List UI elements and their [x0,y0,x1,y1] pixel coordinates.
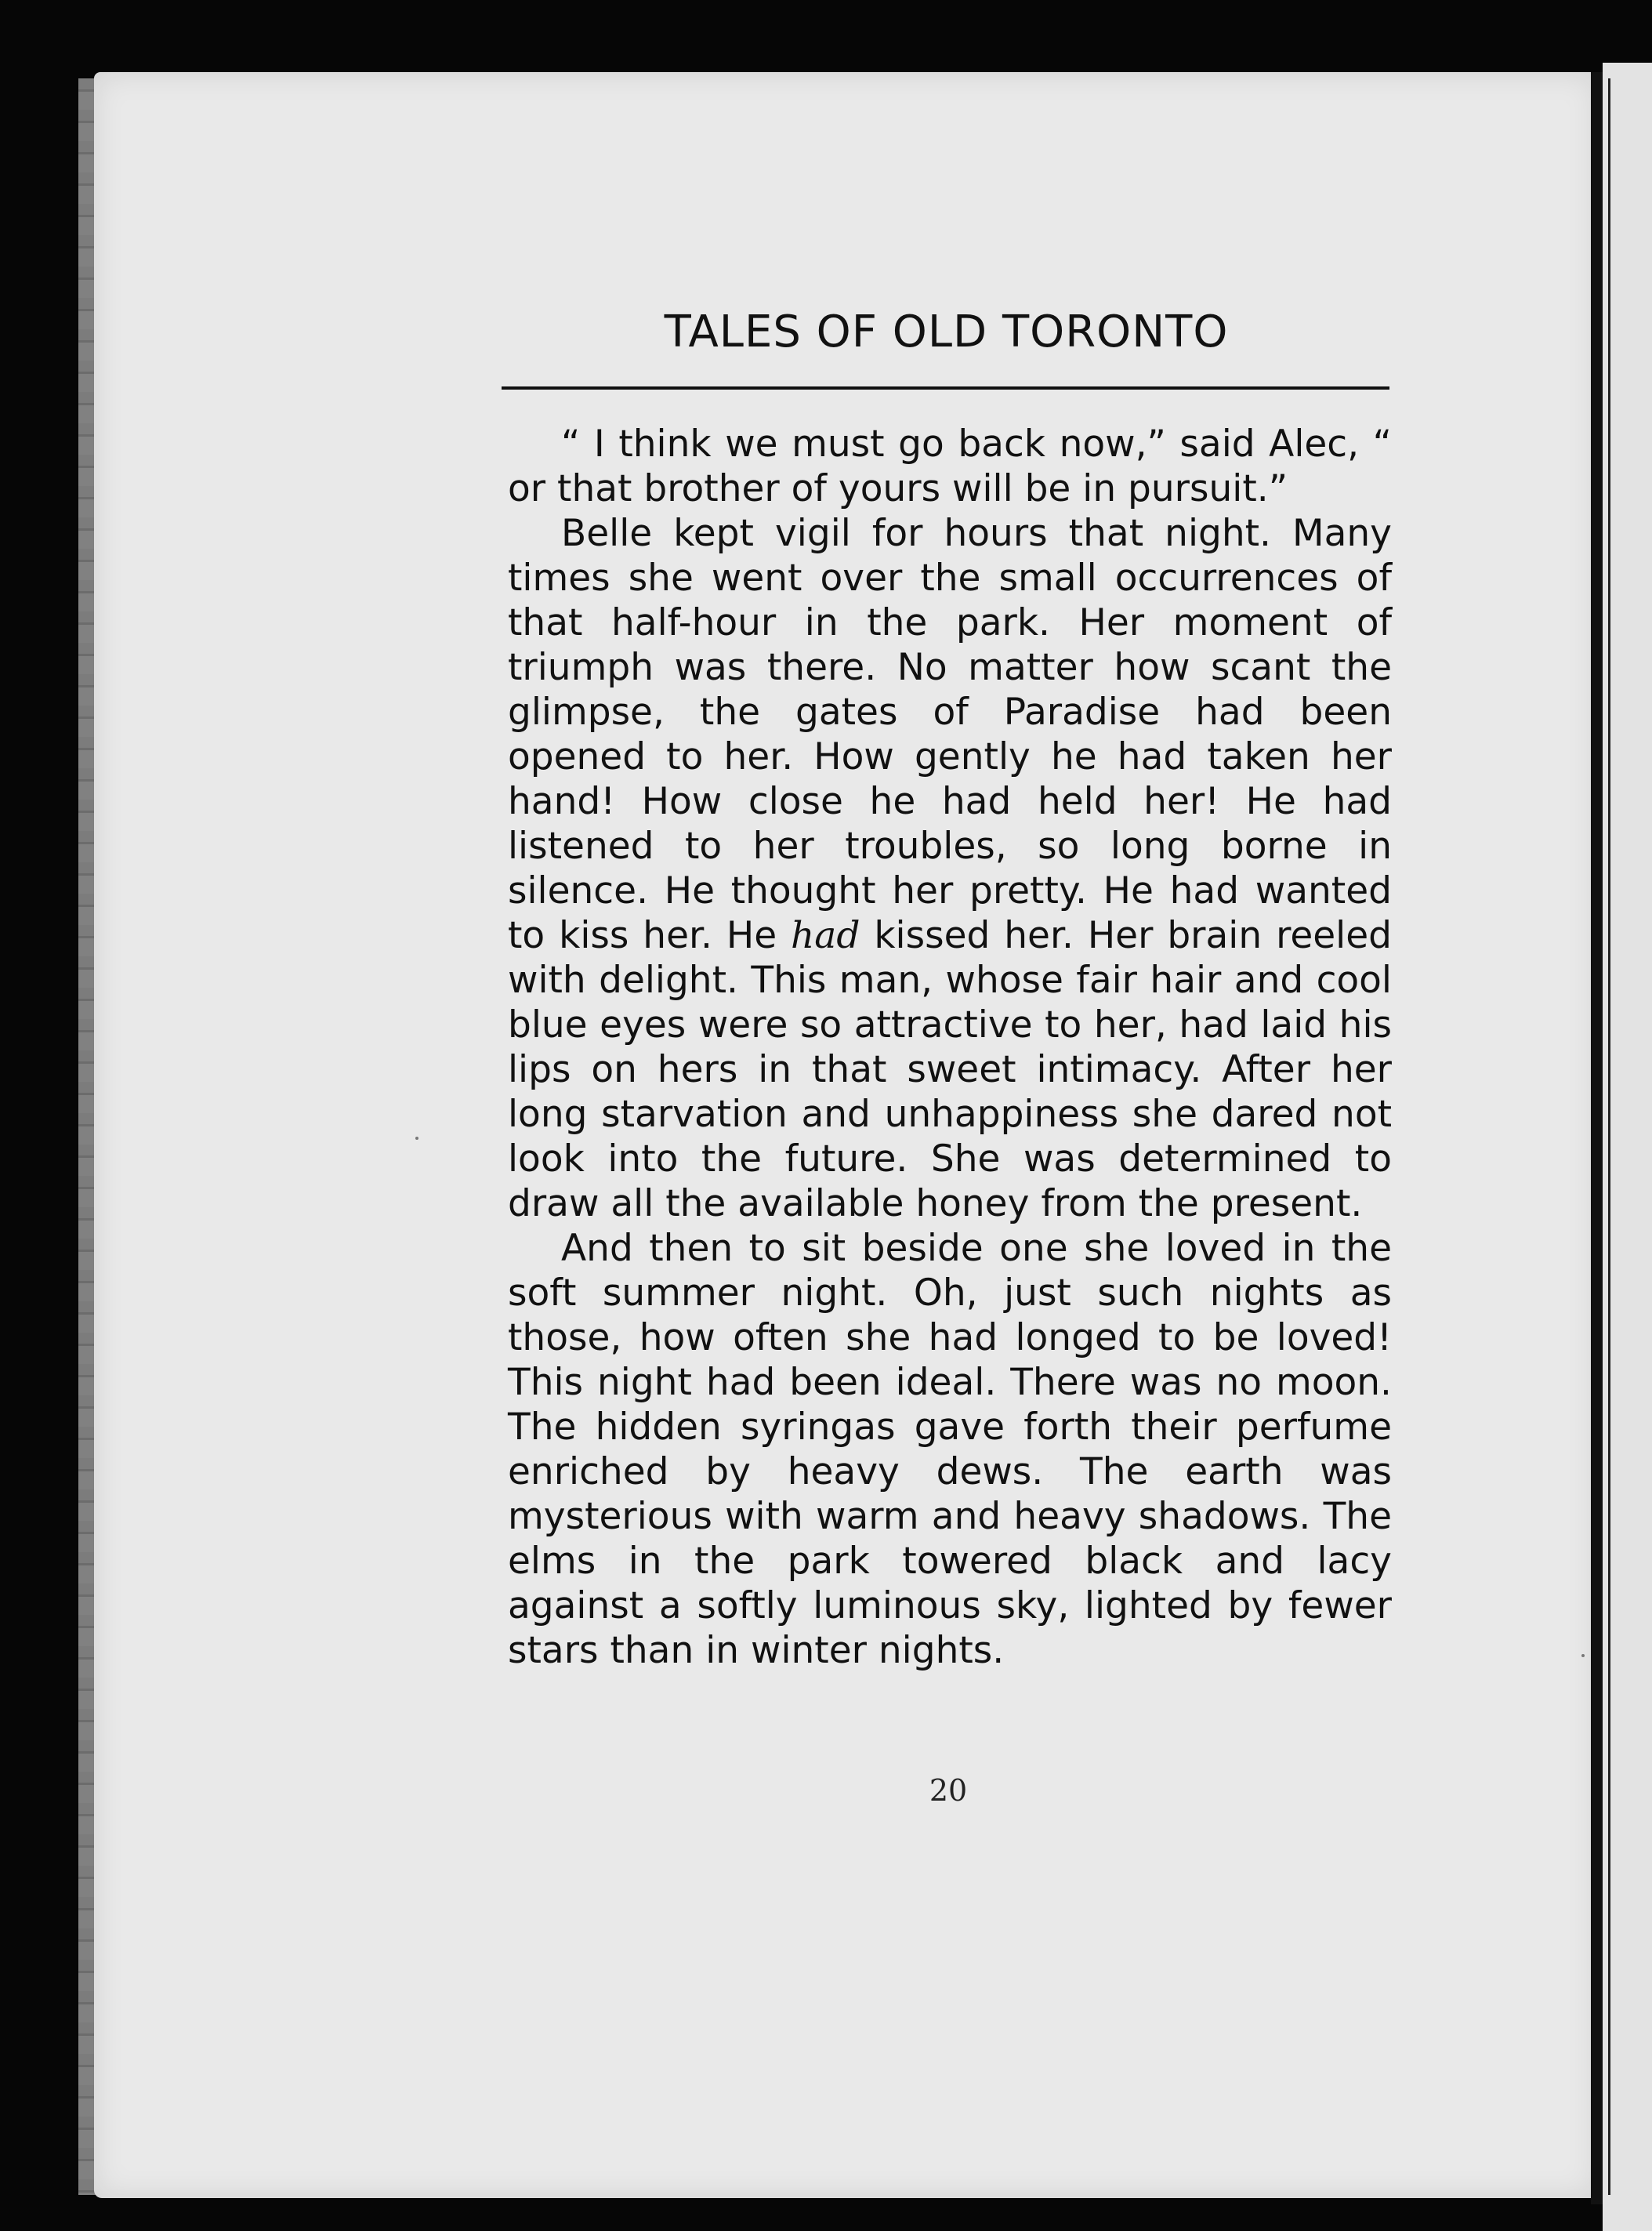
paragraph: And then to sit beside one she loved in the soft summer night. Oh, just such nights as those, how often she had longed to be loved! This night had been ideal. There was no moon. The hidden syringas gave forth their perfume enriched by heavy dews. The earth was mysterious with warm and heavy shadows. The elms in the park towered black and lacy against a softly luminous sky, lighted by fewer stars than in winter nights. [508,1227,1392,1672]
header-rule [502,386,1389,390]
gutter-shadow [1591,72,1603,2204]
paragraph: Belle kept vigil for hours that night. Many times she went over the small occurrences of that half-hour in the park. Her moment of triumph was there. No matter how scant the glimpse, the gates of Paradise had been opened to her. How gently he had taken her hand! How close he had held her! He had listened to her troubles, so long borne in silence. He thought her pretty. He had wanted to kiss her. He had kissed her. Her brain reeled with delight. This man, whose fair hair and cool blue eyes were so attractive to her, had laid his lips on hers in that sweet intimacy. After her long starvation and unhappiness she dared not look into the future. She was determined to draw all the available honey from the present. [508,512,1392,1225]
page-number: 20 [929,1773,968,1808]
dust-speck [415,1137,418,1140]
facing-page-rule [1608,78,1610,2195]
emphasis: had [791,914,860,957]
body-text [508,422,1392,1673]
running-head: TALES OF OLD TORONTO [664,307,1229,357]
paragraph: “ I think we must go back now,” said Alec, “ or that brother of yours will be in pursuit.” [508,423,1392,510]
dust-speck [1581,1654,1585,1657]
